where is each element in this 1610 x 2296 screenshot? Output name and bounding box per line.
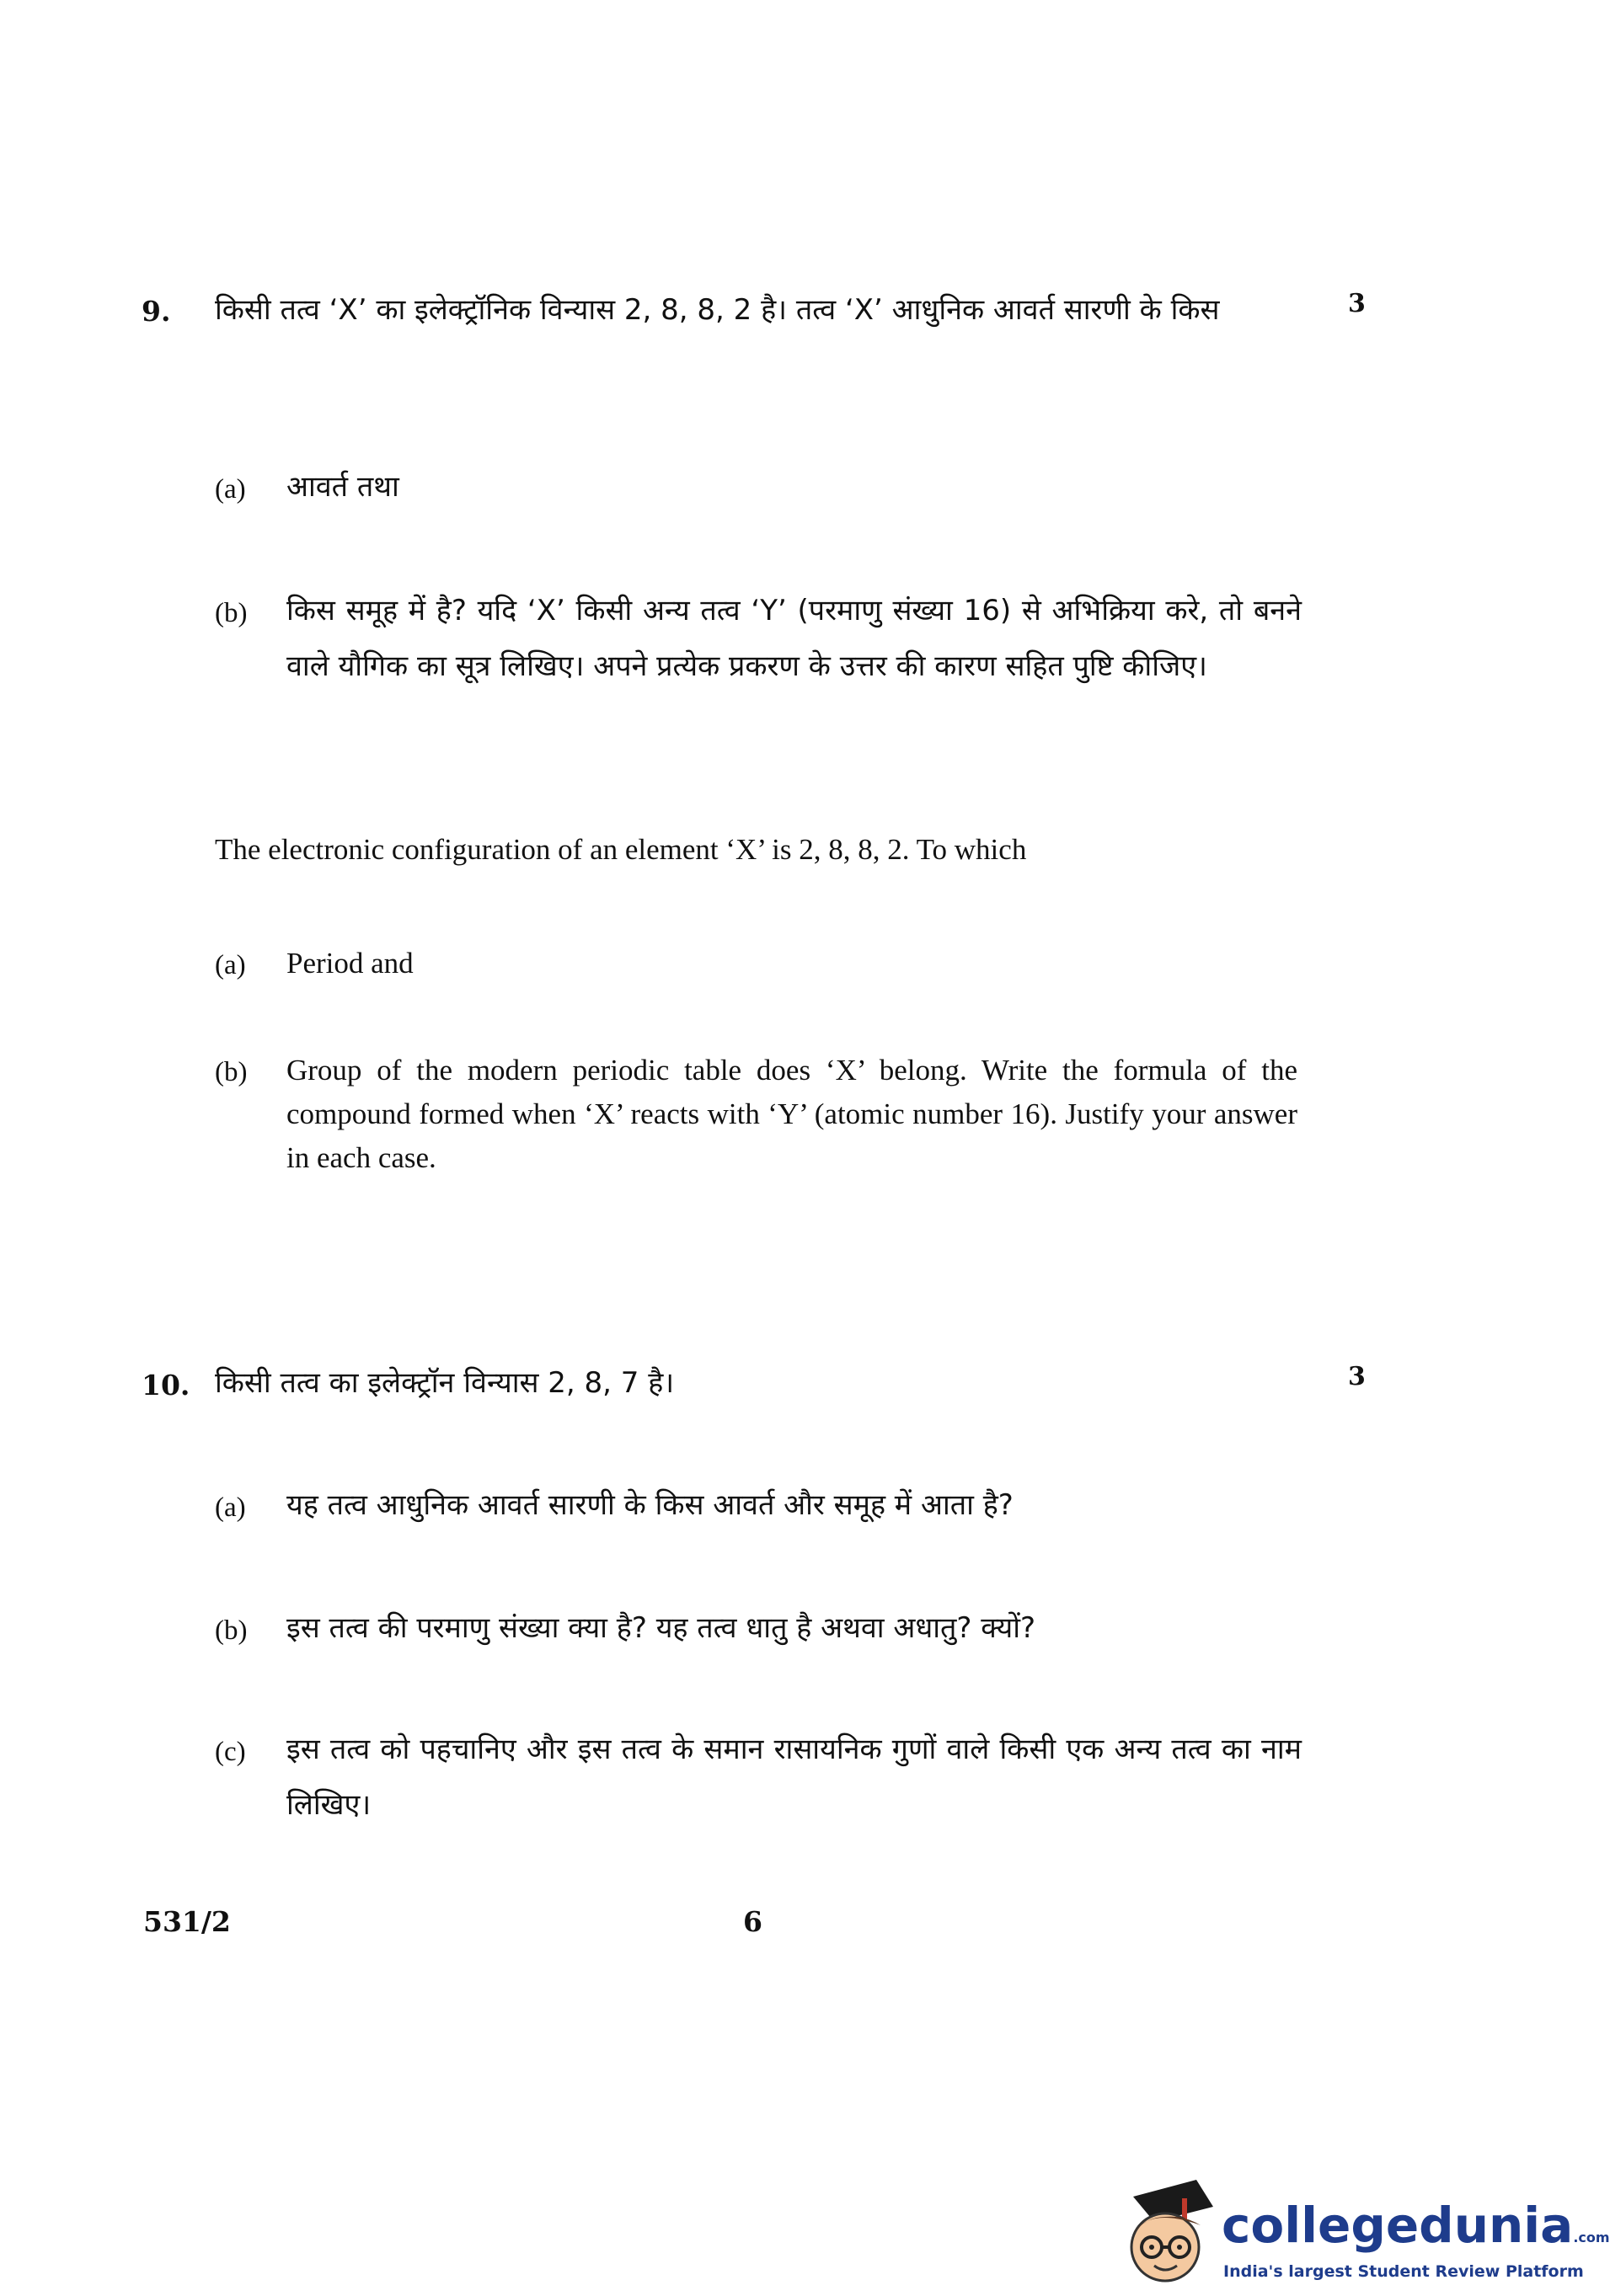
question-9-marks: 3 xyxy=(1348,289,1366,318)
watermark-brand-name: collegedunia xyxy=(1222,2197,1574,2254)
watermark-brand xyxy=(1222,2197,1610,2254)
question-9-english-a-text: Period and xyxy=(286,947,414,980)
question-10-b-label: (b) xyxy=(215,1615,248,1646)
question-9-english-stem: The electronic configuration of an element ‘X’ is 2, 8, 8, 2. To which xyxy=(215,833,1027,866)
question-9-hindi-a-text: आवर्त तथा xyxy=(286,470,399,504)
question-9-english-a-label: (a) xyxy=(215,950,246,980)
student-mascot-icon xyxy=(1116,2173,1217,2291)
question-10-a-text: यह तत्व आधुनिक आवर्त सारणी के किस आवर्त और समूह में आता है? xyxy=(286,1488,1014,1522)
question-9-english-b-text: Group of the modern periodic table does ‘X’ belong. Write the formula of the compound formed when ‘X’ reacts with ‘Y’ (atomic number 16). Justify your answer in each case. xyxy=(286,1054,1297,1174)
question-9-hindi-a-label: (a) xyxy=(215,474,246,505)
question-10-c-text: इस तत्व को पहचानिए और इस तत्व के समान रासायनिक गुणों वाले किसी एक अन्य तत्व का नाम लिखिए। xyxy=(286,1733,1302,1822)
question-10-number: 10. xyxy=(142,1369,190,1402)
question-9-english-b-label: (b) xyxy=(215,1057,248,1087)
paper-code: 531/2 xyxy=(143,1905,231,1938)
watermark-tagline: India's largest Student Review Platform xyxy=(1223,2262,1584,2281)
question-10-stem: किसी तत्व का इलेक्ट्रॉन विन्यास 2, 8, 7 है। xyxy=(215,1366,675,1400)
question-10-c-label: (c) xyxy=(215,1737,246,1767)
question-10-b-text: इस तत्व की परमाणु संख्या क्या है? यह तत्व धातु है अथवा अधातु? क्यों? xyxy=(286,1611,1036,1645)
question-10-marks: 3 xyxy=(1348,1362,1366,1391)
question-9-hindi-b-text: किस समूह में है? यदि ‘X’ किसी अन्य तत्व ‘Y’ (परमाणु संख्या 16) से अभिक्रिया करे, तो बनने वाले यौगिक का सूत्र लिखिए। अपने प्रत्येक प्रकरण के उत्तर की कारण सहित पुष्टि कीजिए। xyxy=(286,594,1302,683)
watermark-brand-suffix: .com xyxy=(1573,2229,1610,2245)
question-9-hindi-b-label: (b) xyxy=(215,598,248,628)
question-9-number: 9. xyxy=(142,295,171,328)
question-9-hindi-stem: किसी तत्व ‘X’ का इलेक्ट्रॉनिक विन्यास 2, 8, 8, 2 है। तत्व ‘X’ आधुनिक आवर्त सारणी के किस xyxy=(215,293,1220,327)
page-number: 6 xyxy=(743,1905,762,1938)
question-10-a-label: (a) xyxy=(215,1492,246,1523)
